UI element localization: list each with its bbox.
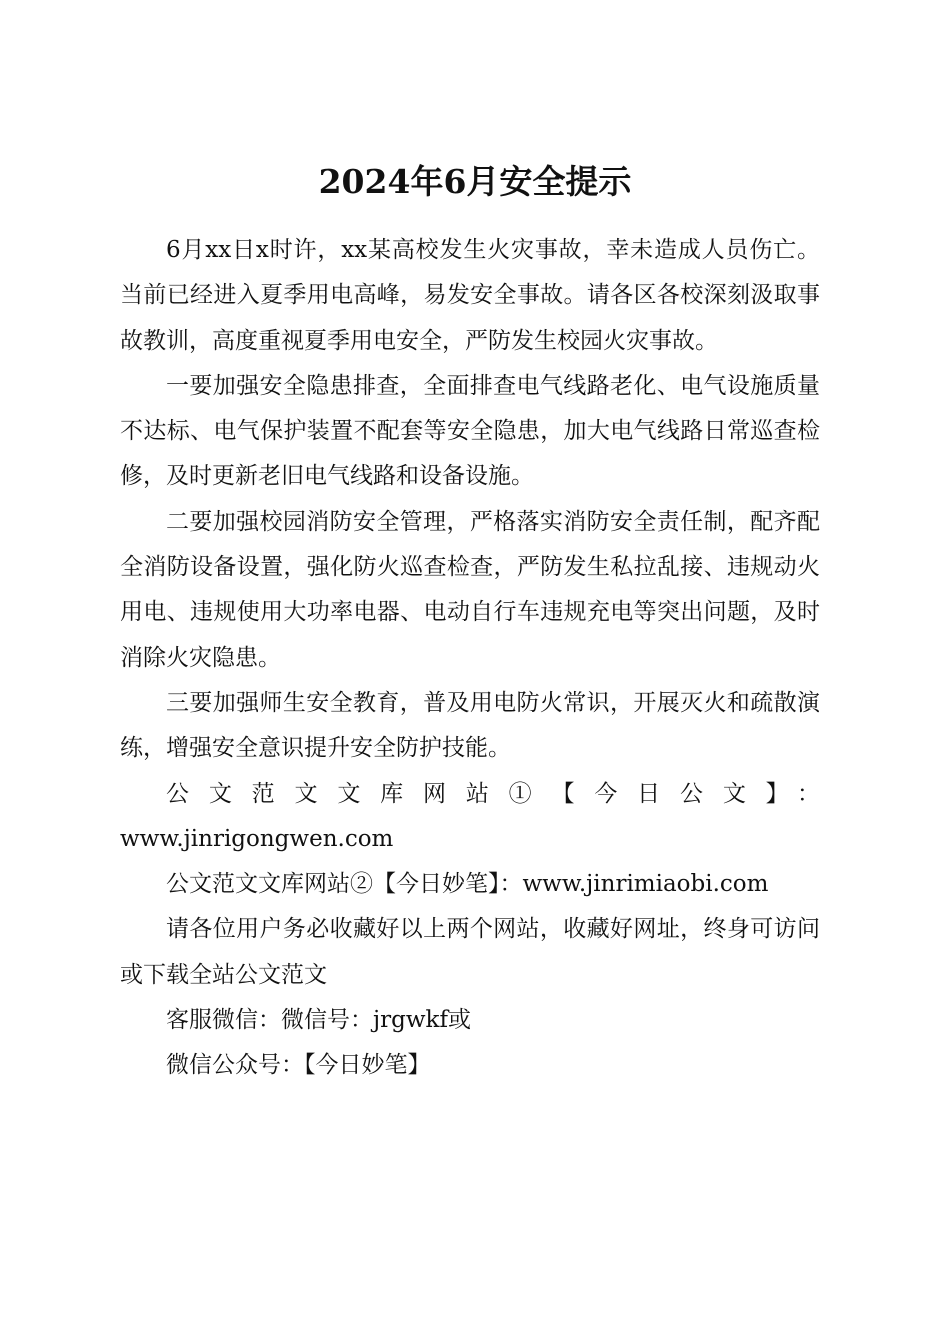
footer-notice: 请各位用户务必收藏好以上两个网站，收藏好网址，终身可访问或下载全站公文范文 [120, 916, 820, 988]
footer-service: 客服微信：微信号：jrgwkf或 [166, 1007, 471, 1034]
paragraph-fire-management: 二要加强校园消防安全管理，严格落实消防安全责任制，配齐配全消防设备设置，强化防火巡查检查，严防发生私拉乱接、违规动火用电、违规使用大功率电器、电动自行车违规充电等突出问题，及时消除火灾隐患。 [120, 508, 820, 671]
document-body [120, 228, 820, 1089]
footer-wechat: 微信公众号：【今日妙笔】 [166, 1052, 431, 1079]
footer-site2: 公文范文文库网站②【今日妙笔】：www.jinrimiaobi.com [166, 871, 769, 898]
paragraph-intro: 6月xx日x时许，xx某高校发生火灾事故，幸未造成人员伤亡。当前已经进入夏季用电高峰，易发安全事故。请各区各校深刻汲取事故教训，高度重视夏季用电安全，严防发生校园火灾事故。 [120, 237, 820, 354]
paragraph-safety-education: 三要加强师生安全教育，普及用电防火常识，开展灭火和疏散演练，增强安全意识提升安全防护技能。 [120, 689, 820, 762]
document-title: 2024年6月安全提示 [318, 162, 632, 202]
footer-site1: 公文范文文库网站①【今日公文】： [166, 780, 820, 807]
footer-site1-url: www.jinrigongwen.com [120, 825, 394, 852]
paragraph-hazard-inspection: 一要加强安全隐患排查，全面排查电气线路老化、电气设施质量不达标、电气保护装置不配套等安全隐患，加大电气线路日常巡查检修，及时更新老旧电气线路和设备设施。 [120, 372, 820, 490]
